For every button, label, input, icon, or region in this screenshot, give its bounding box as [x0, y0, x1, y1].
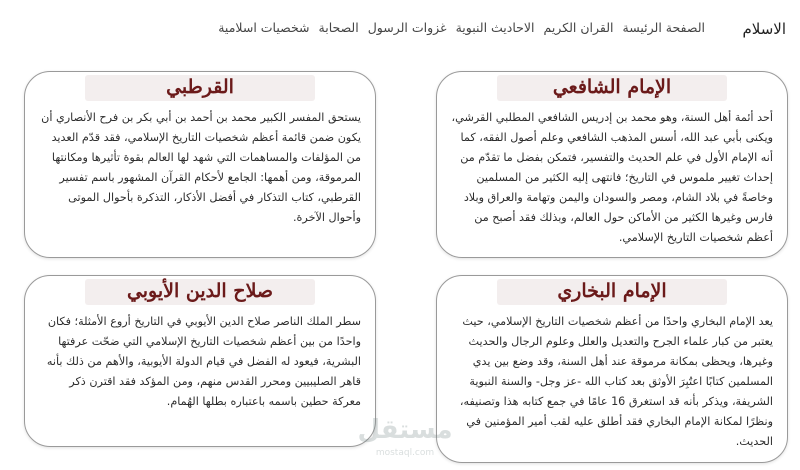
card-imam-bukhari — [436, 275, 788, 463]
card-saladin — [24, 275, 376, 447]
site-brand[interactable]: الاسلام — [742, 20, 786, 38]
card-body-text: يستحق المفسر الكبير محمد بن أحمد بن أبي بكر بن فرح الأنصاري أن يكون ضمن قائمة أعظم شخصيات التاريخ الإسلامي، فقد قدّم العديد من المؤلفات والمساهمات التي شهد لها العالم بقوة تأثيرها ومكانتها المرموقة، ومن أهمها: الجامع لأحكام القرآن المشهور باسم تفسير القرطبي، كتاب التذكار في أفضل الأذكار، التذكرة بأحوال الموتى وأحوال الآخرة. — [41, 111, 361, 224]
card-title: القرطبي — [166, 76, 234, 98]
nav-item-companions[interactable]: الصحابة — [318, 20, 359, 35]
nav-item-home[interactable]: الصفحة الرئيسة — [622, 20, 705, 35]
nav-item-figures[interactable]: شخصيات اسلامية — [218, 20, 310, 35]
watermark-domain: mostaql.com — [375, 448, 435, 458]
card-qurtubi — [24, 71, 376, 258]
card-imam-shafii — [436, 71, 788, 258]
card-title: الإمام الشافعي — [552, 76, 672, 98]
main-menu — [218, 20, 705, 35]
card-body-text: سطر الملك الناصر صلاح الدين الأيوبي في التاريخ أروع الأمثلة؛ فكان واحدًا من بين أعظم شخصيات التاريخ الإسلامي التي ضحّت عرفتها البشرية، فيعود له الفضل في قيام الدولة الأيوبية، والأهم من ذلك بأنه قاهر الصليبيين ومحرر القدس منهم، ومن المؤكد فقد اقترن ذكر معركة حطين باسمه باعتباره بطلها الهُمام. — [46, 315, 361, 408]
watermark-logo-text: مستقل — [357, 415, 453, 445]
card-body-text: يعد الإمام البخاري واحدًا من أعظم شخصيات التاريخ الإسلامي، حيث يعتبر من كبار علماء الجرح والتعديل والعلل وعلوم الرجال والحديث وغيرها، ويحظى بمكانة مرموقة عند أهل السنة، وقد وضع بين يدي المسلمين كتابًا اعتُبِرَ الأوثق بعد كتاب الله -عز وجل- والسنة النبوية الشريفة، ويذكر بأنه قد استغرق 16 عامًا في جمع كتابه هذا وتصنيفه، ونظرًا لمكانة الإمام البخاري فقد أطلق عليه لقب أمير المؤمنين في الحديث. — [459, 315, 773, 448]
nav-item-battles[interactable]: غزوات الرسول — [367, 20, 447, 35]
card-title: صلاح الدين الأيوبي — [126, 280, 274, 302]
card-title: الإمام البخاري — [557, 280, 667, 302]
card-body-text: أحد أئمة أهل السنة، وهو محمد بن إدريس الشافعي المطلبي القرشي، ويكنى بأبي عبد الله، أسس المذهب الشافعي وعلم أصول الفقه، كما أنه الإمام الأول في علم الحديث والتفسير، فتمكن بفضل ما تقدّم من إحداث تغيير ملموس في التاريخ؛ فانتهى إليه الكثير من المسلمين وخاصةً في بلاد الشام، ومصر والسودان واليمن وتهامة والعراق وبلاد فارس وغيرها الكثير من الأماكن حول العالم، وبذلك فقد أصبح من أعظم شخصيات التاريخ الإسلامي. — [451, 111, 773, 244]
top-navigation-bar — [0, 0, 800, 60]
nav-item-quran[interactable]: القران الكريم — [543, 20, 614, 35]
nav-item-hadith[interactable]: الاحاديث النبوية — [455, 20, 535, 35]
